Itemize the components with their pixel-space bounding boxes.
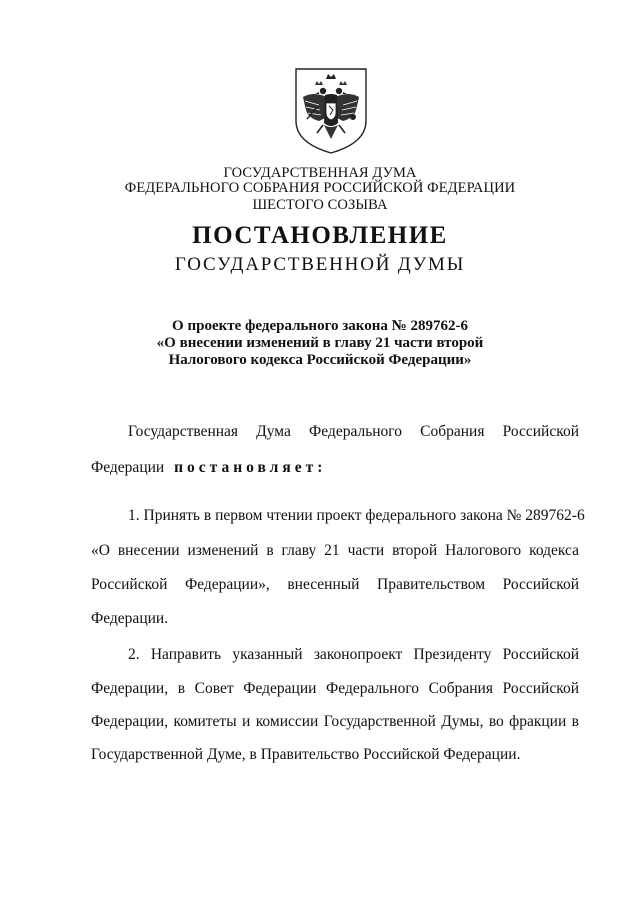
item-2-line-3: Федерации, комитеты и комиссии Государственной Думы, во фракции в xyxy=(91,713,579,730)
item-1-line-4: Федерации. xyxy=(91,610,169,627)
item-1-line-2: «О внесении изменений в главу 21 части второй Налогового кодекса xyxy=(91,542,579,559)
item-1-line-3: Российской Федерации», внесенный Правительством Российской xyxy=(91,576,579,593)
decree-word: постановляет: xyxy=(174,459,327,476)
preamble-line-1: Государственная Дума Федерального Собрания Российской xyxy=(128,423,579,440)
item-2-line-2: Федерации, в Совет Федерации Федерального Собрания Российской xyxy=(91,680,579,697)
subject-line-2: «О внесении изменений в главу 21 части второй xyxy=(156,335,484,351)
item-2-line-1: 2. Направить указанный законопроект Президенту Российской xyxy=(128,646,579,663)
preamble-prefix: Федерации xyxy=(91,459,165,476)
subject-line-3: Налогового кодекса Российской Федерации» xyxy=(168,352,472,368)
document-title: ПОСТАНОВЛЕНИЕ xyxy=(192,222,448,249)
coat-of-arms-icon xyxy=(293,67,369,155)
item-1-line-1: 1. Принять в первом чтении проект федерального закона № 289762-6 xyxy=(128,507,585,524)
header-line-2: ФЕДЕРАЛЬНОГО СОБРАНИЯ РОССИЙСКОЙ ФЕДЕРАЦИИ xyxy=(124,180,516,196)
item-2-line-4: Государственной Думе, в Правительство Российской Федерации. xyxy=(91,746,521,763)
header-line-1: ГОСУДАРСТВЕННАЯ ДУМА xyxy=(223,165,417,181)
preamble-line-2 xyxy=(91,459,579,477)
document-subtitle: ГОСУДАРСТВЕННОЙ ДУМЫ xyxy=(174,254,466,275)
subject-line-1: О проекте федерального закона № 289762-6 xyxy=(172,318,468,334)
header-line-3: ШЕСТОГО СОЗЫВА xyxy=(252,197,388,213)
